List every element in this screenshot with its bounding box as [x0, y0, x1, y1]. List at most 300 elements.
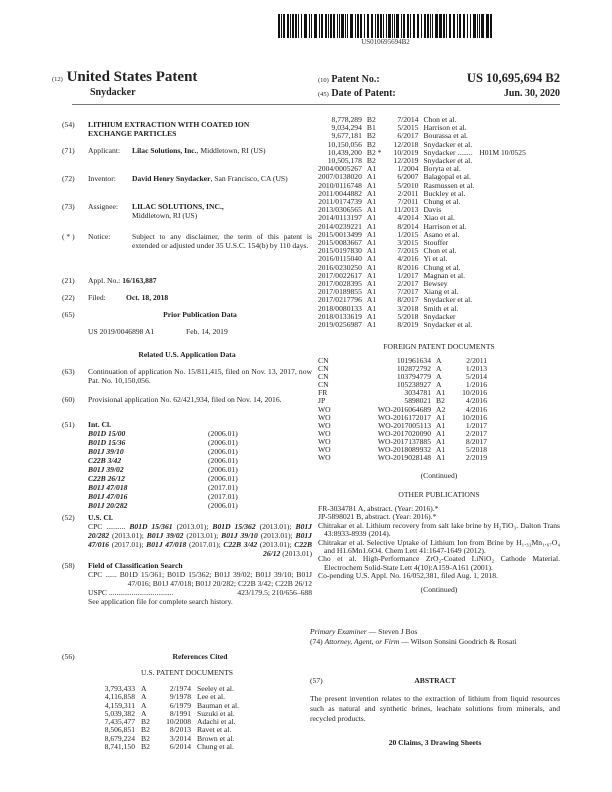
foreign-reference-cell: CN: [318, 380, 329, 390]
barcode-bar: [345, 14, 346, 38]
foreign-reference-cell: 1/2013: [465, 364, 487, 374]
reference-cell: 2015/0013499: [318, 229, 362, 239]
reference-cell: B2: [141, 742, 150, 752]
reference-cell: 3,793,433: [104, 684, 135, 693]
reference-cell: Seeley et al.: [197, 684, 234, 693]
reference-cell: Harrison et al.: [423, 221, 467, 231]
foreign-reference-cell: WO: [318, 436, 331, 446]
title-field: (54) LITHIUM EXTRACTION WITH COATED ION EXCHANGE PARTICLES: [62, 120, 250, 138]
reference-cell: [479, 182, 526, 190]
primary-examiner: Primary Examiner — Steven J Bos: [310, 627, 418, 636]
barcode-bar: [421, 14, 422, 38]
reference-cell: [479, 124, 526, 132]
cpc-version: (2013.01);: [260, 531, 296, 540]
reference-cell: 2015/0197830: [318, 246, 362, 256]
barcode-bar: [457, 14, 458, 38]
reference-cell: Xiang et al.: [423, 287, 459, 297]
int-cl-version: (2006.01): [208, 474, 238, 483]
reference-cell: [479, 198, 526, 206]
barcode-bar: [347, 14, 349, 38]
reference-cell: A1: [366, 270, 377, 280]
reference-cell: 2016/0115040: [318, 254, 362, 264]
barcode-bar: [371, 14, 373, 38]
reference-cell: [479, 116, 526, 124]
barcode-bar: [383, 14, 384, 38]
reference-cell: 2015/0083667: [318, 238, 362, 248]
reference-cell: [479, 296, 526, 304]
reference-cell: [479, 239, 526, 247]
cpc-classification: CPC .......... B01D 15/361 (2013.01); B01D 15/362 (2013.01); B01J 20/282 (2013.01); B01J 39/02 (2013.01); B01J 39/10 (2013.01); B01J 47/016 (2017.01); B01J 47/018 (2017.01); C22B 3/42 (2013.01); C22B 26/12 (2013.01): [88, 522, 313, 558]
us-patent-references: [95, 685, 239, 751]
barcode-bar: [446, 14, 447, 38]
reference-cell: 6/2017: [397, 131, 419, 141]
reference-cell: 8/1991: [169, 708, 191, 718]
reference-cell: 3/2018: [397, 303, 419, 313]
reference-cell: Chung et al.: [423, 197, 461, 207]
int-cl-code: B01J 47/018: [88, 483, 128, 492]
barcode-bar: [473, 14, 475, 38]
reference-cell: [479, 231, 526, 239]
int-cl-code: B01J 20/282: [88, 501, 128, 510]
reference-cell: 8/2016: [397, 262, 419, 272]
reference-cell: Snydacker: [423, 311, 456, 321]
reference-cell: B2: [366, 156, 376, 166]
reference-cell: 3/2015: [397, 238, 419, 248]
cpc-code: B01J 20/282: [88, 522, 312, 540]
int-cl-table: [88, 429, 312, 510]
reference-cell: Snydacker et al.: [423, 156, 473, 166]
foreign-reference-cell: WO-2018089932: [377, 445, 431, 455]
attorney: (74) Attorney, Agent, or Firm — Wilson Sonsini Goodrich & Rosati: [310, 637, 517, 646]
reference-cell: [479, 223, 526, 231]
int-cl-version: (2006.01): [208, 465, 238, 474]
reference-cell: 2017/0028395: [318, 279, 362, 289]
reference-cell: [479, 247, 526, 255]
foreign-reference-cell: JP: [318, 396, 326, 406]
barcode-bar: [417, 14, 419, 38]
foreign-reference-cell: 5/2014: [465, 372, 487, 382]
foreign-reference-cell: 3034781: [404, 388, 431, 398]
foreign-reference-cell: FR: [318, 388, 328, 398]
int-cl-code: B01J 39/02: [88, 465, 124, 474]
reference-cell: Stouffer: [423, 238, 449, 248]
reference-cell: A1: [366, 180, 377, 190]
reference-cell: Smith et al.: [423, 303, 459, 313]
reference-cell: A: [141, 700, 147, 710]
cpc-version: (2013.01);: [176, 522, 213, 531]
barcode-bar: [328, 14, 329, 38]
reference-cell: 8/2019: [397, 320, 419, 330]
reference-cell: 2016/0230250: [318, 262, 362, 272]
barcode-bar: [486, 14, 487, 38]
reference-cell: 8/2014: [397, 221, 419, 231]
reference-cell: A1: [366, 262, 377, 272]
us-cl-field: (52) U.S. Cl. CPC .......... B01D 15/361 (2013.01); B01D 15/362 (2013.01); B01J 20/282 (2013.01); B01J 39/02 (2013.01); B01J 39/10 (2013.01); B01J 47/016 (2017.01); B01J 47/018 (2017.01); C22B 3/42 (2013.01); C22B 26/12 (2013.01): [62, 513, 313, 558]
int-cl-version: (2006.01): [208, 447, 238, 456]
other-publications: [318, 505, 560, 581]
reference-cell: Chung et al.: [197, 742, 234, 752]
barcode-bar: [470, 14, 472, 38]
reference-cell: A1: [366, 246, 377, 256]
reference-cell: [479, 321, 526, 329]
barcode-bar: [439, 14, 440, 38]
barcode-bar: [298, 14, 299, 38]
reference-cell: Xiao et al.: [423, 213, 455, 223]
cpc-version: (2017.01);: [111, 540, 147, 549]
reference-cell: 1/2004: [397, 164, 419, 174]
reference-cell: 8,741,150: [104, 742, 135, 752]
reference-cell: [479, 206, 526, 214]
reference-cell: 5/2010: [397, 180, 419, 190]
foreign-reference-cell: WO-2016064689: [377, 404, 431, 414]
reference-cell: [479, 272, 526, 280]
publication-item: Chitrakar et al. Selective Uptake of Lithium Ion from Brine by H₁.₃₃Mn₁.₆₇O₄ and H1.6Mn1.6O4. Chem Lett 41:1647-1649 (2012).: [318, 537, 560, 556]
foreign-reference-cell: 10/2016: [462, 388, 487, 398]
reference-cell: 2017/0217796: [318, 295, 362, 305]
int-cl-version: (2006.01): [208, 456, 238, 465]
reference-cell: 6/1979: [169, 700, 191, 710]
foreign-docs-heading: FOREIGN PATENT DOCUMENTS: [383, 342, 495, 351]
reference-cell: H01M 10/0525: [479, 147, 526, 157]
reference-cell: Snydacker ........: [423, 147, 473, 157]
barcode-bar: [386, 14, 388, 38]
reference-cell: 2018/0133619: [318, 311, 362, 321]
foreign-reference-cell: A1: [436, 453, 446, 463]
reference-cell: Chon et al.: [423, 115, 457, 124]
int-cl-version: (2006.01): [208, 501, 238, 510]
foreign-reference-cell: A: [436, 356, 442, 365]
foreign-reference-cell: 1/2017: [465, 420, 487, 430]
barcode-bar: [287, 14, 289, 38]
int-cl-version: (2017.01): [208, 483, 238, 492]
reference-cell: [479, 305, 526, 313]
int-cl-code: C22B 3/42: [88, 456, 122, 465]
barcode-bar: [449, 14, 451, 38]
reference-cell: A1: [366, 205, 377, 215]
abstract-section: [310, 676, 560, 747]
appl-no-field: (21) Appl. No.: 16/163,887: [62, 276, 157, 285]
abstract-text: The present invention relates to the extraction of lithium from liquid resources such as natural and synthetic brines, leachate solutions from minerals, and recycled products.: [310, 694, 560, 723]
foreign-reference-cell: CN: [318, 372, 329, 382]
inventor-field: (72) Inventor: David Henry Snydacker, San Francisco, CA (US): [62, 174, 288, 183]
patent-number: US 10,695,694 B2: [466, 71, 560, 85]
barcode-bar: [330, 14, 332, 38]
reference-cell: 5/2018: [397, 311, 419, 321]
barcode-bar: [396, 14, 398, 38]
reference-cell: 2011/0174739: [318, 197, 362, 207]
foreign-references: [318, 357, 487, 462]
related-heading: Related U.S. Application Data: [138, 350, 236, 359]
reference-cell: A1: [366, 172, 377, 182]
barcode-bar: [341, 14, 343, 38]
reference-cell: 8,679,224: [104, 733, 135, 743]
reference-cell: A1: [366, 238, 377, 248]
reference-cell: 12/2018: [393, 139, 419, 149]
reference-cell: 7/2017: [397, 287, 419, 297]
cpc-code: B01J 47/016: [88, 531, 312, 549]
notice-field: ( * ) Notice: Subject to any disclaimer, the term of this patent is extended or adjusted under 35 U.S.C. 154(b) by 110 days.: [62, 232, 312, 250]
foreign-reference-cell: WO-2016172017: [377, 412, 431, 422]
barcode-bar: [278, 14, 280, 38]
reference-cell: [479, 255, 526, 263]
reference-cell: 2010/0116748: [318, 180, 362, 190]
reference-cell: Bewsey: [423, 279, 448, 289]
barcode-bar: [477, 14, 478, 38]
reference-cell: 8,778,289: [331, 115, 362, 124]
foreign-reference-cell: B2: [436, 396, 445, 406]
barcode-bar: [337, 14, 338, 38]
barcode-bar: [403, 14, 405, 38]
int-cl-code: B01D 15/36: [88, 438, 126, 447]
reference-cell: A1: [366, 229, 377, 239]
barcode-bar: [290, 14, 291, 38]
reference-cell: A: [141, 684, 147, 693]
foreign-reference-cell: WO-2019028148: [377, 453, 431, 463]
barcode-bar: [377, 14, 379, 38]
reference-cell: 4/2014: [397, 213, 419, 223]
reference-cell: B2: [366, 115, 376, 124]
foreign-reference-cell: A1: [436, 445, 446, 455]
barcode-bar: [360, 14, 362, 38]
barcode-bar: [410, 14, 411, 38]
foreign-reference-cell: A: [436, 380, 442, 390]
barcode-bar: [309, 14, 310, 38]
foreign-reference-cell: 1/2016: [465, 380, 487, 390]
foreign-reference-cell: A1: [436, 388, 446, 398]
reference-cell: 2019/0256987: [318, 320, 362, 330]
reference-cell: A1: [366, 254, 377, 264]
reference-cell: 3/2014: [169, 733, 191, 743]
barcode-bar: [463, 14, 465, 38]
foreign-reference-cell: A: [436, 372, 442, 382]
barcode-bar: [424, 14, 426, 38]
reference-cell: [479, 165, 526, 173]
applicant-field: (71) Applicant: Lilac Solutions, Inc., Middletown, RI (US): [62, 146, 266, 155]
reference-cell: A1: [366, 221, 377, 231]
barcode-bar: [380, 14, 382, 38]
barcode-bar: [394, 14, 396, 38]
barcode-bar: [314, 14, 316, 38]
reference-cell: 4,116,858: [104, 692, 135, 702]
reference-cell: A1: [366, 279, 377, 289]
header-divider: [72, 104, 560, 105]
cpc-code: B01D 15/362: [212, 522, 256, 531]
reference-cell: 6/2007: [397, 172, 419, 182]
barcode-number: US010695694B2: [361, 38, 410, 46]
reference-cell: 2017/0189855: [318, 287, 362, 297]
foreign-reference-cell: WO: [318, 412, 331, 422]
foreign-reference-cell: A2: [436, 404, 446, 414]
abstract-heading: (57) ABSTRACT: [310, 676, 456, 685]
foreign-reference-cell: A1: [436, 436, 446, 446]
int-cl-version: (2006.01): [208, 429, 238, 438]
cpc-version: (2013.01);: [112, 531, 147, 540]
barcode-bar: [440, 14, 442, 38]
barcode-bar: [304, 14, 306, 38]
reference-cell: A1: [366, 303, 377, 313]
other-publications-section: [318, 490, 560, 594]
reference-cell: B2 *: [366, 147, 382, 157]
reference-cell: B2: [366, 139, 376, 149]
reference-cell: 10,150,056: [327, 139, 362, 149]
patent-header-info: (10) Patent No.: US 10,695,694 B2 (45) Date of Patent: Jun. 30, 2020: [318, 71, 560, 99]
foreign-reference-cell: A1: [436, 412, 446, 422]
reference-cell: 7/2014: [397, 115, 419, 124]
cpc-version: (2013.01);: [186, 531, 222, 540]
barcode-bar: [432, 14, 434, 38]
continuation-field: (63) Continuation of application No. 15/811,415, filed on Nov. 13, 2017, now Pat. No. 10,150,056.: [62, 367, 312, 385]
provisional-field: (60) Provisional application No. 62/421,934, filed on Nov. 14, 2016.: [62, 395, 282, 404]
barcode-bar: [481, 14, 483, 38]
foreign-reference-cell: WO: [318, 445, 331, 455]
field-search: (58) Field of Classification Search CPC ...... B01D 15/361; B01D 15/362; B01J 39/02; B01J 39/10; B01J 47/016; B01J 47/018; B01J 20/282; C22B 3/42; C22B 26/12 USPC .................................. 423/179.5; 210/656–688 See application file for complete search history.: [62, 561, 312, 606]
filed-field: (22) Filed: Oct. 18, 2018: [62, 293, 169, 302]
reference-cell: 4,159,311: [104, 700, 135, 710]
barcode-bar: [453, 14, 455, 38]
reference-cell: 5,039,382: [104, 708, 135, 718]
foreign-reference-cell: WO-2017020090: [377, 428, 431, 438]
reference-cell: 2007/0138020: [318, 172, 362, 182]
reference-cell: A1: [366, 320, 377, 330]
cpc-version: (2013.01);: [259, 522, 296, 531]
foreign-reference-cell: 5898021: [404, 396, 431, 406]
barcode-bar: [321, 14, 323, 38]
reference-cell: Asano et al.: [423, 229, 460, 239]
foreign-reference-cell: A1: [436, 420, 446, 430]
classification-section: [62, 420, 312, 606]
reference-cell: Brown et al.: [197, 733, 235, 743]
foreign-reference-cell: 2/2011: [466, 356, 487, 365]
reference-cell: Snydacker et al.: [423, 139, 473, 149]
reference-cell: Suzuki et al.: [197, 708, 235, 718]
reference-cell: A1: [366, 213, 377, 223]
cpc-version: (2013.01);: [259, 540, 295, 549]
foreign-reference-cell: WO: [318, 453, 331, 463]
foreign-reference-cell: 5/2018: [465, 445, 487, 455]
reference-cell: 2011/0044882: [318, 188, 362, 198]
foreign-reference-cell: 2/2017: [465, 428, 487, 438]
assignee-field: (73) Assignee: LILAC SOLUTIONS, INC., Middletown, RI (US): [62, 202, 224, 220]
foreign-reference-cell: 103794779: [396, 372, 431, 382]
reference-cell: [479, 288, 526, 296]
reference-cell: B1: [366, 123, 376, 133]
barcode-bar: [325, 14, 327, 38]
reference-cell: A1: [366, 311, 377, 321]
prior-publication-heading: (65) Prior Publication Data: [62, 310, 237, 319]
foreign-reference-cell: A: [436, 364, 442, 374]
reference-cell: [479, 280, 526, 288]
reference-cell: Rasmussen et al.: [423, 180, 475, 190]
reference-cell: Balagopal et al.: [423, 172, 471, 182]
barcode-bar: [435, 14, 437, 38]
reference-cell: B2: [366, 131, 376, 141]
barcode-bar: [375, 14, 376, 38]
reference-cell: Harrison et al.: [423, 123, 467, 133]
barcode-bar: [339, 14, 341, 38]
barcode-bar: [357, 14, 359, 38]
int-cl-version: (2017.01): [208, 492, 238, 501]
reference-cell: 7/2011: [397, 197, 419, 207]
reference-cell: 9,034,294: [331, 123, 362, 133]
reference-cell: [479, 264, 526, 272]
reference-cell: Chon et al.: [423, 246, 457, 256]
foreign-continued-link[interactable]: (Continued): [420, 471, 458, 480]
reference-cell: Snydacker et al.: [423, 295, 473, 305]
other-publications-heading: OTHER PUBLICATIONS: [398, 490, 480, 499]
foreign-reference-cell: WO: [318, 428, 331, 438]
reference-cell: Adachi et al.: [197, 717, 236, 727]
reference-cell: Lee et al.: [197, 692, 226, 702]
reference-cell: 2004/0005267: [318, 164, 362, 174]
barcode-bar: [295, 14, 297, 38]
int-cl-code: B01J 47/016: [88, 492, 128, 501]
barcode-bar: [283, 14, 285, 38]
reference-cell: Chung et al.: [423, 262, 461, 272]
reference-cell: 9/1978: [169, 692, 191, 702]
barcode-bar: [388, 14, 390, 38]
foreign-reference-cell: WO-2017137885: [377, 436, 431, 446]
patent-date: Jun. 30, 2020: [503, 88, 560, 99]
us-patent-references-continued: [318, 116, 526, 329]
reference-cell: 10/2019: [393, 147, 419, 157]
barcode-bar: [479, 14, 481, 38]
cpc-code: C22B 26/12: [263, 540, 313, 558]
int-cl-version: (2006.01): [208, 438, 238, 447]
publication-item: JP-5898021 B, abstract. (Year: 2016).*: [318, 512, 437, 522]
reference-cell: Magnan et al.: [423, 270, 465, 280]
reference-cell: A1: [366, 295, 377, 305]
barcode-bar: [427, 14, 429, 38]
foreign-reference-cell: WO-2017005113: [378, 420, 431, 430]
barcode-bar: [430, 14, 431, 38]
reference-cell: A1: [366, 287, 377, 297]
barcode-bar: [490, 14, 492, 38]
foreign-reference-cell: A1: [436, 428, 446, 438]
foreign-reference-cell: 10/2016: [462, 412, 487, 422]
reference-cell: [479, 313, 526, 321]
document-type: (12) United States Patent: [52, 69, 198, 85]
reference-cell: [479, 214, 526, 222]
reference-cell: A1: [366, 188, 377, 198]
int-cl-code: B01D 15/00: [88, 429, 126, 438]
reference-cell: 9,677,181: [331, 131, 362, 141]
reference-cell: Boryta et al.: [423, 164, 461, 174]
reference-cell: 4/2016: [397, 254, 419, 264]
foreign-reference-cell: 8/2017: [465, 436, 487, 446]
barcode-bar: [413, 14, 415, 38]
barcode: [278, 14, 493, 38]
reference-cell: Snydacker et al.: [423, 320, 473, 330]
reference-cell: 6/2014: [169, 742, 191, 752]
reference-cell: A1: [366, 197, 377, 207]
reference-cell: 2018/0080133: [318, 303, 362, 313]
barcode-bar: [333, 14, 335, 38]
barcode-bar: [355, 14, 356, 38]
cpc-code: B01J 39/10: [221, 531, 258, 540]
reference-cell: Yi et al.: [423, 254, 448, 264]
other-continued-link[interactable]: (Continued): [420, 584, 458, 594]
reference-cell: 5/2015: [397, 123, 419, 133]
reference-cell: 2/2011: [397, 188, 419, 198]
reference-cell: [479, 173, 526, 181]
cpc-code: B01J 47/018: [146, 540, 187, 549]
barcode-bar: [281, 14, 282, 38]
foreign-reference-cell: CN: [318, 356, 329, 365]
cpc-code: B01D 15/361: [129, 522, 173, 531]
inventor-short: Snydacker: [90, 87, 136, 98]
reference-cell: Ravet et al.: [197, 725, 232, 735]
foreign-reference-cell: 4/2016: [465, 404, 487, 414]
